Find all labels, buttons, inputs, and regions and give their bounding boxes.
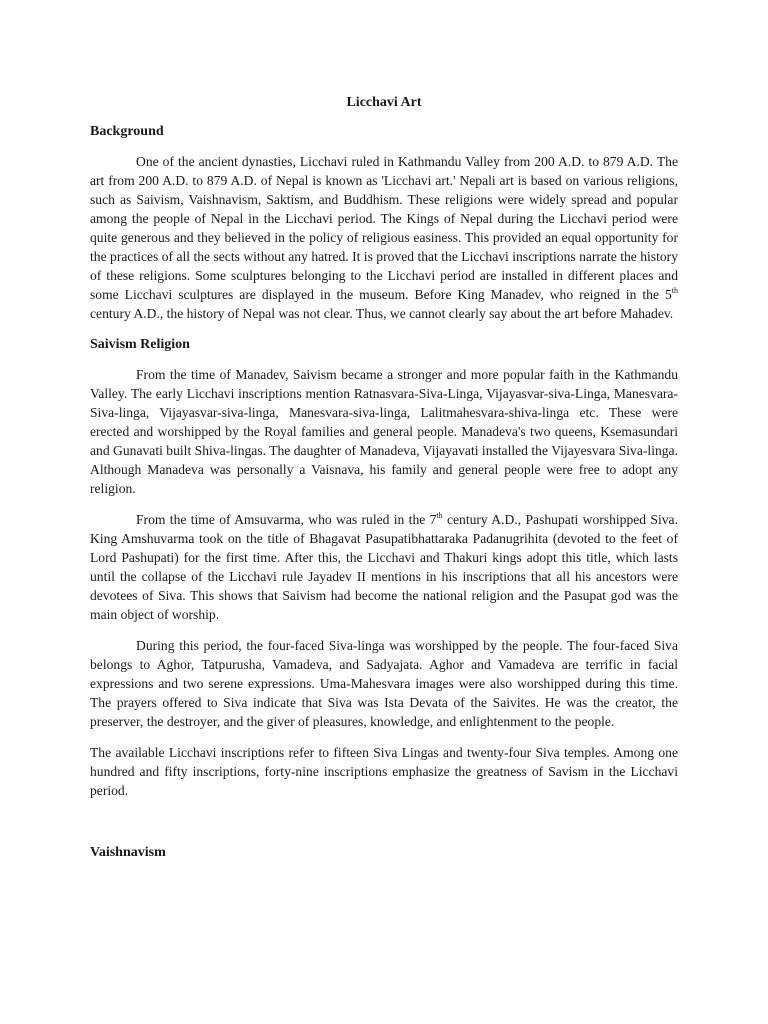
document-title: Licchavi Art [346, 95, 422, 110]
superscript: th [436, 511, 443, 520]
heading-background: Background [90, 124, 164, 139]
superscript: th [671, 286, 678, 295]
paragraph-text: One of the ancient dynasties, Licchavi ruled in Kathmandu Valley from 200 A.D. to 879 A.D. The art from 200 A.D. to 879 A.D. of Nepal is known as 'Licchavi art.' Nepali art is based on various religions, such as Saivism, Vaishnavism, Saktism, and Buddhism. These religions were widely spread and popular among the people of Nepal in the Licchavi period. The Kings of Nepal during the Licchavi period were quite generous and they believed in the policy of religious easiness. This provided an equal opportunity for the practices of all the sects without any hatred. It is proved that the Licchavi inscriptions narrate the history of these religions. Some sculptures belonging to the Licchavi period are installed in different places and some Licchavi sculptures are displayed in the museum. Before King Manadev, who reigned in the 5 [90, 154, 678, 302]
paragraph-saivism-2 [90, 510, 678, 624]
paragraph-text: century A.D., Pashupati worshipped Siva. King Amshuvarma took on the title of Bhagavat Pasupatibhattaraka Padanugrihita (devoted to the feet of Lord Pashupati) for the first time. After this, the Licchavi and Thakuri kings adopt this title, which lasts until the collapse of the Licchavi rule Jayadev II mentions in his inscriptions that all his ancestors were devotees of Siva. This shows that Saivism had become the national religion and the Pasupat god was the main object of worship. [90, 512, 678, 622]
spacer [90, 812, 678, 843]
paragraph-saivism-1: From the time of Manadev, Saivism became a stronger and more popular faith in the Kathmandu Valley. The early Licchavi inscriptions mention Ratnasvara-Siva-Linga, Vijayasvar-siva-Linga, Manesvara-Siva-linga, Vijayasvar-siva-linga, Manesvara-siva-linga, Lalitmahesvara-shiva-linga etc. These were erected and worshipped by the Royal families and general people. Manadeva's two queens, Ksemasundari and Gunavati built Shiva-lingas. The daughter of Manadeva, Vijayavati installed the Vijayesvara Siva-linga. Although Manadeva was personally a Vaisnava, his family and general people were free to adopt any religion. [90, 367, 678, 496]
paragraph-text: From the time of Amsuvarma, who was ruled in the 7 [136, 512, 437, 527]
paragraph-text: century A.D., the history of Nepal was not clear. Thus, we cannot clearly say about the art before Mahadev. [90, 306, 674, 321]
paragraph-saivism-4: The available Licchavi inscriptions refer to fifteen Siva Lingas and twenty-four Siva temples. Among one hundred and fifty inscriptions, forty-nine inscriptions emphasize the greatness of Savism in the Licchavi period. [90, 745, 678, 798]
heading-saivism: Saivism Religion [90, 337, 190, 352]
heading-vaishnavism: Vaishnavism [90, 845, 166, 860]
paragraph-saivism-3: During this period, the four-faced Siva-linga was worshipped by the people. The four-faced Siva belongs to Aghor, Tatpurusha, Vamadeva, and Sadyajata. Aghor and Vamadeva are terrific in facial expressions and two serene expressions. Uma-Mahesvara images were also worshipped during this time. The prayers offered to Siva indicate that Siva was Ista Devata of the Saivites. He was the creator, the preserver, the destroyer, and the giver of pleasures, knowledge, and enlightenment to the people. [90, 638, 678, 729]
document-body [90, 93, 678, 873]
paragraph-background [90, 152, 678, 323]
